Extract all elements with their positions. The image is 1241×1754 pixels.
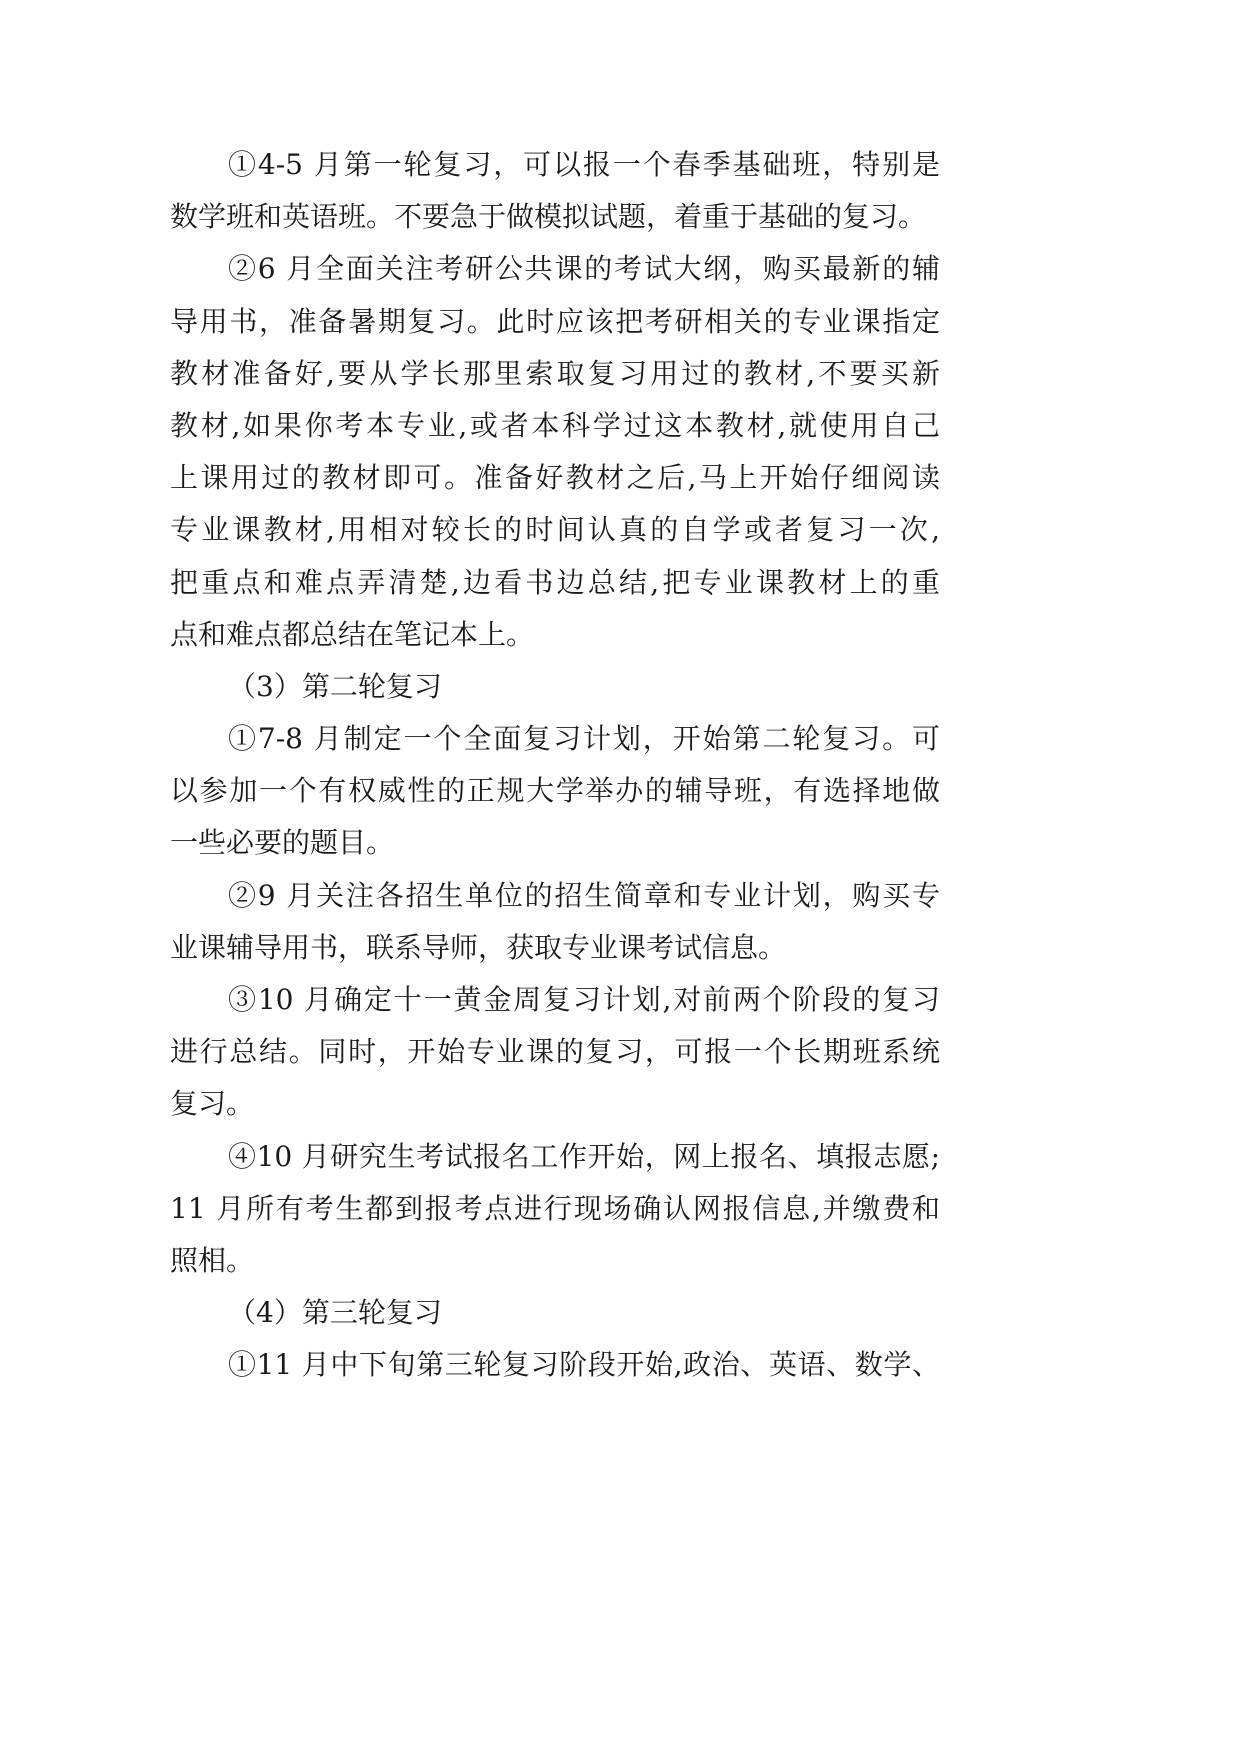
paragraph: [170, 1131, 940, 1288]
text-line: 数学班和英语班。不要急于做模拟试题，着重于基础的复习。: [170, 200, 927, 234]
text-line: 专业课教材,用相对较长的时间认真的自学或者复习一次,: [170, 513, 940, 547]
paragraph: [170, 243, 940, 661]
text-line: 点和难点都总结在笔记本上。: [170, 617, 535, 651]
text-line: 教材,如果你考本专业,或者本科学过这本教材,就使用自己: [170, 408, 940, 442]
text-line: 一些必要的题目。: [170, 826, 395, 860]
document-body: [170, 139, 940, 1392]
text-line: ④10 月研究生考试报名工作开始，网上报名、填报志愿;: [228, 1139, 940, 1173]
text-line: ①11 月中下旬第三轮复习阶段开始,政治、英语、数学、: [228, 1348, 940, 1382]
text-line: ①4-5 月第一轮复习，可以报一个春季基础班，特别是: [228, 148, 940, 181]
text-line: 把重点和难点弄清楚,边看书边总结,把专业课教材上的重: [170, 565, 940, 599]
paragraph: [170, 1287, 940, 1339]
text-line: 11 月所有考生都到报考点进行现场确认网报信息,并缴费和: [170, 1191, 940, 1225]
paragraph: [170, 1339, 940, 1391]
text-line: 照相。: [170, 1243, 255, 1277]
text-line: 以参加一个有权威性的正规大学举办的辅导班，有选择地做: [170, 774, 940, 808]
text-line: （4）第三轮复习: [228, 1296, 442, 1330]
paragraph: [170, 139, 940, 243]
text-line: （3）第二轮复习: [228, 669, 442, 703]
text-line: ②6 月全面关注考研公共课的考试大纲，购买最新的辅: [228, 252, 940, 286]
text-line: ②9 月关注各招生单位的招生简章和专业计划，购买专: [228, 878, 940, 912]
text-line: 教材准备好,要从学长那里索取复习用过的教材,不要买新: [170, 356, 940, 390]
text-line: 业课辅导用书，联系导师，获取专业课考试信息。: [170, 930, 787, 964]
paragraph: [170, 870, 940, 974]
text-line: 上课用过的教材即可。准备好教材之后,马上开始仔细阅读: [170, 461, 940, 495]
text-line: 复习。: [170, 1087, 255, 1121]
paragraph: [170, 974, 940, 1131]
text-line: 进行总结。同时，开始专业课的复习，可报一个长期班系统: [170, 1035, 940, 1069]
paragraph: [170, 661, 940, 713]
text-line: 导用书，准备暑期复习。此时应该把考研相关的专业课指定: [170, 304, 940, 338]
text-line: ③10 月确定十一黄金周复习计划,对前两个阶段的复习: [228, 983, 940, 1016]
paragraph: [170, 713, 940, 870]
text-line: ①7-8 月制定一个全面复习计划，开始第二轮复习。可: [228, 722, 940, 756]
